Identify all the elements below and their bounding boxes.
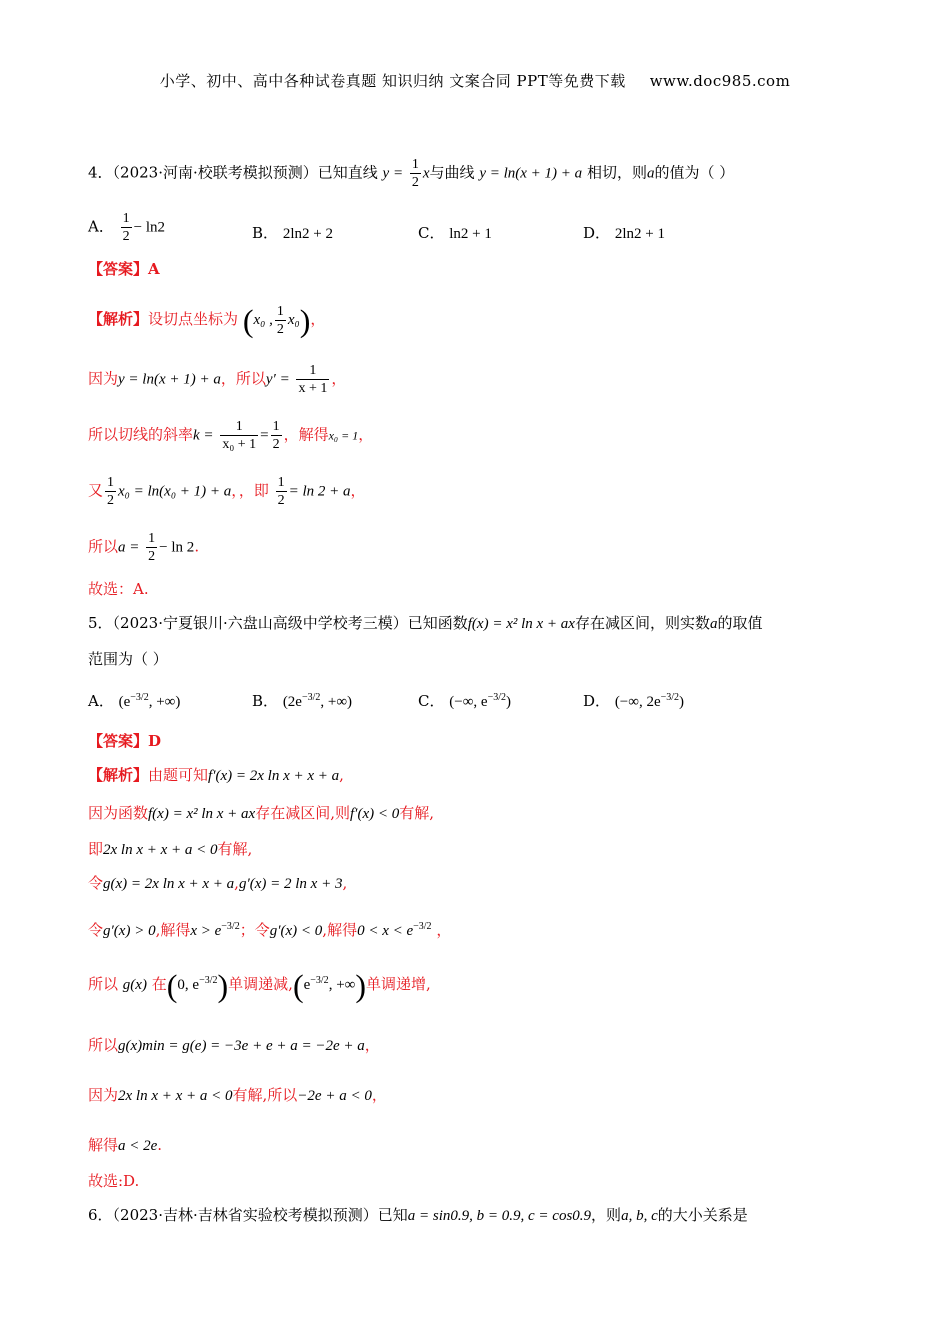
- header-text: 小学、初中、高中各种试卷真题 知识归纳 文案合同 PPT等免费下载: [159, 72, 626, 90]
- q4-option-b[interactable]: B． 2ln2 + 2: [252, 224, 333, 242]
- q5-option-d[interactable]: D． (−∞, $2e^{-3/2}$): [583, 692, 685, 710]
- q5-analysis-2: 因为函数f(x) = x² ln x + ax存在减区间,则f′(x) < 0有解,: [88, 804, 434, 822]
- q5-answer: 【答案】D: [88, 732, 162, 750]
- q4-line-eq-rhs: x: [422, 165, 430, 182]
- fraction: $\frac{1}{2}$: [411, 157, 419, 190]
- q5-option-a[interactable]: A． ($e^{-3/2}$, +∞): [88, 692, 181, 710]
- q5-stem-line2: 范围为（ ）: [88, 650, 168, 668]
- q5-analysis-8: 因为2x ln x + x + a < 0有解,所以−2e + a < 0，: [88, 1086, 387, 1104]
- q5-analysis-4: 令g(x) = 2x ln x + x + a,g′(x) = 2 ln x + 3,: [88, 874, 348, 892]
- q4-analysis-1: 【解析】设切点坐标为 (x₀ , $\frac{1}{2}$ x₀)，: [88, 302, 326, 339]
- q5-analysis-7: 所以g(x)min = g(e) = −3e + e + a = −2e + a，: [88, 1036, 380, 1054]
- q5-stem: 5．（2023·宁夏银川·六盘山高级中学校考三模）已知函数f(x) = x² ln x + ax存在减区间，则实数a的取值: [88, 614, 763, 632]
- q4-line-eq-lhs: y =: [382, 165, 404, 182]
- q4-stem: [88, 156, 734, 191]
- q4-stem-text-b: 与曲线: [429, 163, 475, 182]
- q5-choose: 故选:D.: [88, 1172, 140, 1190]
- q6-stem: 6．（2023·吉林·吉林省实验校考模拟预测）已知a = sin0.9, b = 0.9, c = cos0.9，则a, b, c的大小关系是: [88, 1206, 748, 1224]
- page-header: [0, 70, 950, 91]
- fraction: $\frac{1}{2}$: [122, 211, 130, 244]
- q5-analysis-3: 即2x ln x + x + a < 0有解,: [88, 840, 253, 858]
- q4-option-d[interactable]: D． 2ln2 + 1: [583, 224, 665, 242]
- q4-analysis-5: 所以a = $\frac{1}{2}$ − ln 2.: [88, 531, 200, 564]
- q5-analysis-1: 【解析】由题可知f′(x) = 2x ln x + x + a,: [88, 766, 344, 784]
- q4-analysis-3: 所以切线的斜率k = $\frac{1}{\text{x₀ + 1}}$ = $\frac{1}{2}$ ，解得x₀ = 1，: [88, 419, 374, 452]
- q4-answer: 【答案】A: [88, 260, 160, 278]
- header-url[interactable]: www.doc985.com: [649, 72, 791, 90]
- q4-stem-text-c: 相切，则: [586, 163, 647, 182]
- q5-analysis-9: 解得a < 2e.: [88, 1136, 163, 1154]
- q5-analysis-5: 令g′(x) > 0,解得$x > e^{-3/2}$；令g′(x) < 0,解得$0 < x < e^{-3/2}$ ，: [88, 921, 452, 939]
- q4-choose: 故选：A.: [88, 580, 149, 598]
- q4-option-a[interactable]: A． $\frac{1}{2}$ − ln2: [88, 211, 166, 244]
- q4-var-a: a: [646, 165, 655, 182]
- q5-analysis-6: 所以 g(x) 在(0, $e^{-3/2}$)单调递减$,(e^{-3/2}$, +∞)单调递增,: [88, 967, 431, 1004]
- q5-option-b[interactable]: B． ($2e^{-3/2}$, +∞): [252, 692, 353, 710]
- q4-analysis-4: 又 $\frac{1}{2}$ x₀ = ln(x₀ + 1) + a，，即 $\frac{1}{2}$ = ln 2 + a，: [88, 475, 366, 508]
- q4-curve-eq: y = ln(x + 1) + a: [479, 165, 583, 182]
- q4-stem-text: 4．（2023·河南·校联考模拟预测）已知直线: [88, 163, 378, 182]
- q4-analysis-2: 因为y = ln(x + 1) + a，所以y′ = $\frac{1}{x + 1}$ ，: [88, 363, 347, 396]
- q4-stem-text-d: 的值为（ ）: [654, 163, 735, 182]
- q5-option-c[interactable]: C． (−∞, $e^{-3/2}$): [418, 692, 511, 710]
- q4-option-c[interactable]: C． ln2 + 1: [418, 224, 492, 242]
